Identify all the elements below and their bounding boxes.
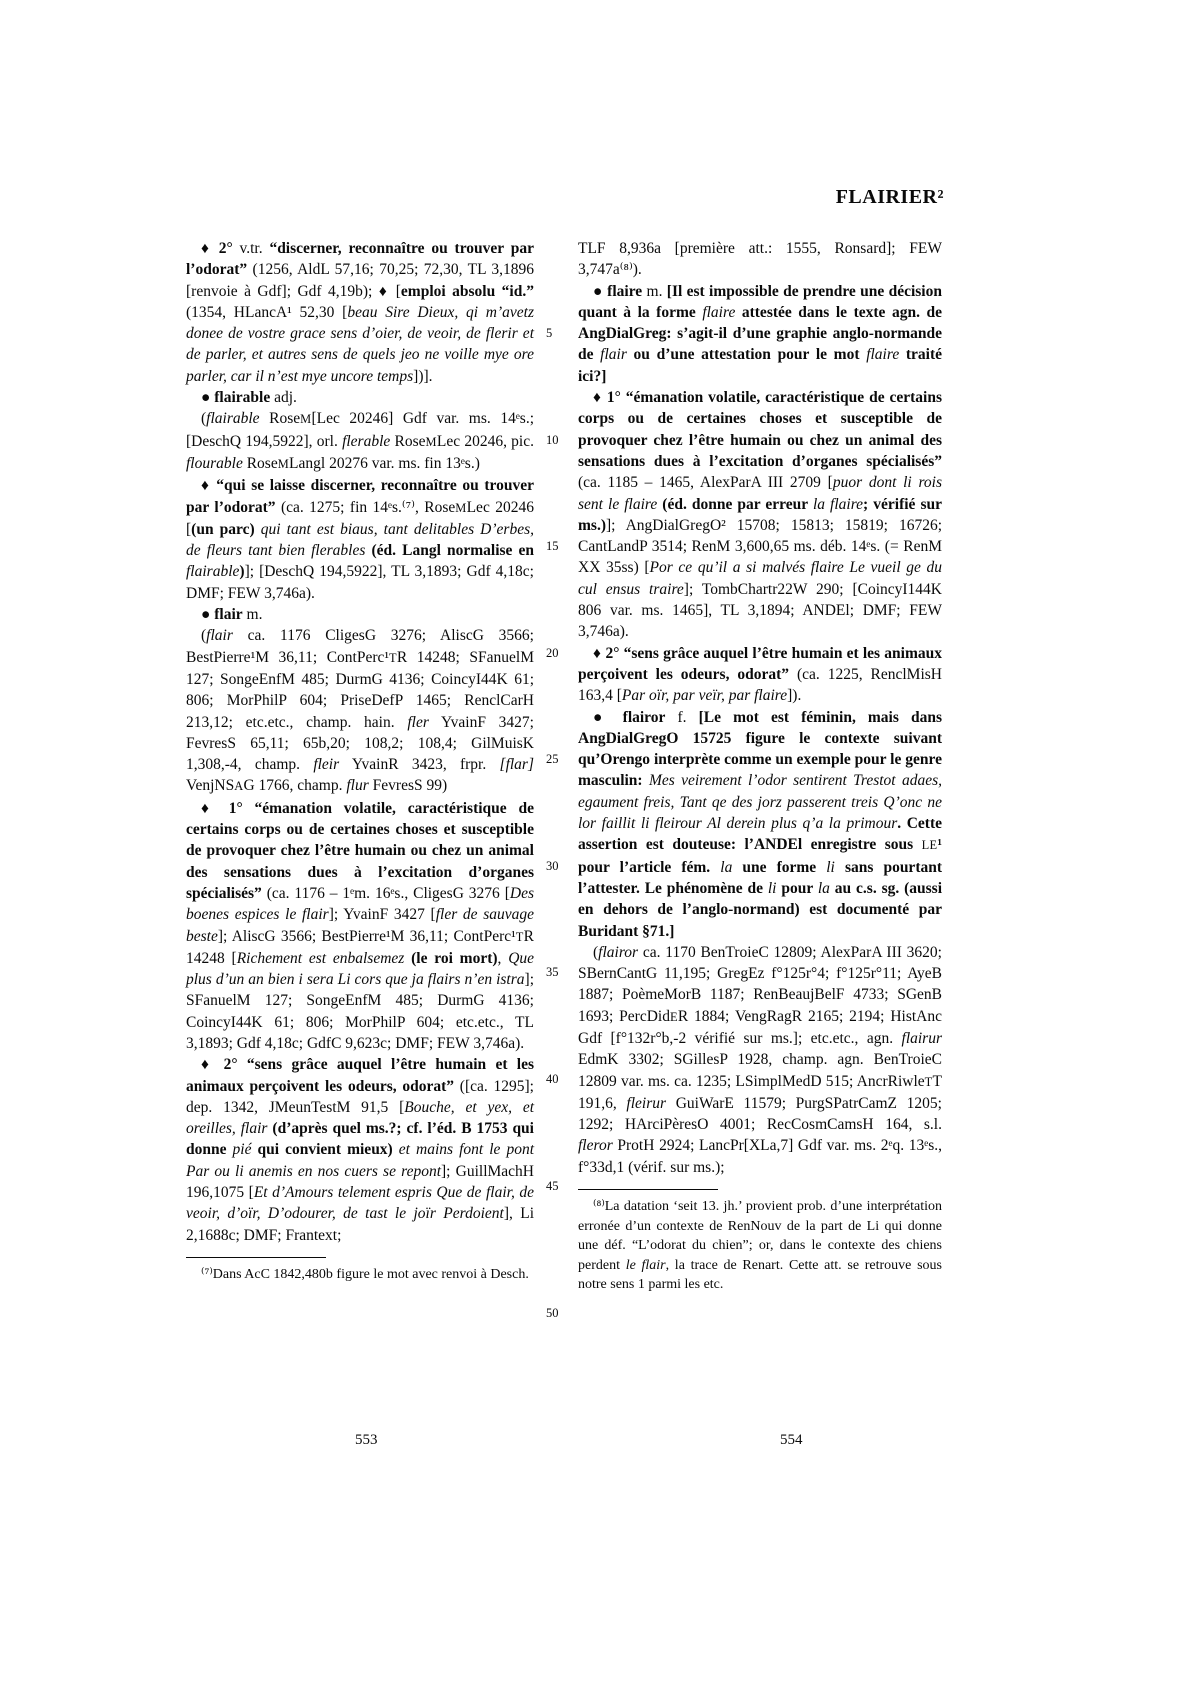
- text-run: ]; AngDialGregO² 15708; 15813; 15819; 16726; CantLandP 3514; RenM 3,600,65 ms. déb. 14ᵉs. (= RenM XX 35ss) [: [578, 516, 942, 577]
- text-run: qui tant est biaus, tant delitables D’erbes, de fleurs tant bien flerables: [186, 520, 534, 560]
- paragraph: [186, 238, 534, 387]
- text-run: ([ca. 1295]; dep. 1342, JMeunTestM 91,5 [: [186, 1077, 534, 1116]
- text-run: T: [515, 929, 524, 944]
- text-run: puor dont li rois sent le flaire: [578, 474, 942, 513]
- footnote-text: [186, 1265, 534, 1285]
- text-run: Langl 20276 var. ms. fin 13ᵉs.): [289, 454, 480, 472]
- text-run: beau Sire Dieux, qi m’avetz donee de vostre grace sens d’oier, de veoir, de flerir et de parler, et autres sens de quels jeo ne voille mye ore parler, car il n’est mye uncore temps: [186, 303, 534, 385]
- text-run: 2°: [218, 240, 233, 257]
- text-run: Rose: [259, 410, 301, 428]
- text-run: flairable: [214, 389, 271, 407]
- text-run: ; vérifié sur ms.): [578, 495, 942, 534]
- text-run: [238, 1056, 247, 1073]
- text-run: ): [239, 563, 245, 581]
- text-run: FevresS 99): [368, 777, 448, 795]
- text-run: ¹ pour l’article fém.: [578, 836, 942, 876]
- text-run: ⁽⁸⁾La datation ‘seit 13. jh.’ provient prob. d’une interprétation erronée d’un contexte de RenNouv de la part de Li qui donne une déf. “L’odorat du chien”; or, dans le contexte des chiens perdent: [578, 1199, 942, 1273]
- text-run: ⁽⁷⁾Dans AcC 1842,480b figure le mot avec renvoi à Desch.: [201, 1266, 529, 1282]
- paragraph: [578, 942, 942, 1178]
- paragraph: [578, 281, 942, 387]
- text-run: f.: [665, 708, 699, 726]
- text-run: (un parc): [191, 520, 255, 538]
- line-number: 45: [546, 1179, 559, 1193]
- paragraph: [186, 408, 534, 475]
- text-run: ●: [201, 606, 215, 624]
- text-run: flourable: [186, 454, 243, 472]
- text-run: fleir: [313, 756, 340, 774]
- text-run: ca. 1170 BenTroieC 12809; AlexParA III 3620; SBernCantG 11,195; GregEz f°125r°4; f°125r°11; AyeB 1887; PoèmeMorB 1187; RenBeaujBelF 4733; SGenB 1693; PercDid: [578, 943, 942, 1025]
- text-run: ●: [593, 282, 608, 300]
- text-run: “sens grâce auquel l’être humain et les animaux perçoivent les odeurs, odorat”: [578, 644, 942, 683]
- text-run: (1256, AldL 57,16; 70,25; 72,30, TL 3,1896 [renvoie à Gdf]; Gdf 4,19b); ♦ [: [186, 261, 534, 300]
- text-run: (d’après quel ms.?; cf. l’éd. B 1753 qui donne: [186, 1120, 534, 1159]
- paragraph: [186, 625, 534, 797]
- text-run: Mes veirement l’odor sentirent Trestot adaes, egaument freis, Tant qe des jorz passerent treis Q’onc ne lor faillit li fleirour Al derein plus q’a la primour: [578, 772, 942, 833]
- paragraph: [578, 238, 942, 281]
- text-run: le flair: [625, 1257, 666, 1273]
- text-run: ]).: [787, 687, 802, 705]
- text-run: la: [817, 879, 830, 897]
- paragraph: [186, 475, 534, 604]
- text-run: (le roi mort): [411, 949, 498, 967]
- text-run: ]; YvainF 3427 [: [328, 906, 436, 924]
- text-run: [flar]: [499, 756, 534, 774]
- text-run: qui convient mieux): [251, 1141, 393, 1159]
- text-run: ♦: [201, 240, 219, 257]
- paragraph: [186, 604, 534, 625]
- text-run: sans pourtant l’attester. Le phénomène de: [578, 858, 943, 897]
- text-run: ♦: [201, 477, 217, 495]
- paragraph: [186, 1054, 534, 1246]
- text-run: Que plus d’un an bien i sera Li cors que ja flairs n’en istra: [186, 949, 535, 989]
- text-run: ]; [DeschQ 194,5922], TL 3,1893; Gdf 4,18c; DMF; FEW 3,746a).: [186, 563, 534, 602]
- text-run: v.tr.: [232, 240, 270, 257]
- text-run: M: [425, 434, 437, 449]
- text-run: fler de sauvage beste: [186, 906, 534, 945]
- text-run: ]; TombChartr22W 290; [CoincyI144K 806 var. ms. 1465], TL 3,1894; ANDEl; DMF; FEW 3,746a).: [578, 580, 942, 641]
- text-run: flur: [346, 777, 369, 795]
- text-run: M: [277, 456, 290, 471]
- paragraph: [186, 387, 534, 408]
- line-number: 40: [546, 1072, 559, 1086]
- text-run: M: [300, 412, 312, 427]
- text-run: pié: [232, 1141, 252, 1159]
- text-run: Rose: [390, 432, 426, 450]
- text-run: m.: [642, 282, 667, 300]
- text-run: (ca. 1225, RenclMisH 163,4 [: [578, 665, 942, 705]
- text-run: Par oïr, par veïr, par flaire: [621, 687, 788, 705]
- text-run: flerable: [342, 432, 391, 450]
- page-number-left: 553: [355, 1432, 378, 1448]
- text-run: “émanation volatile, caractéristique de certains corps ou de certaines choses et susceptible de provoquer chez l’être humain ou chez un animal des sensations dues à l’excitation d’organes spécialisés”: [186, 799, 535, 902]
- text-run: 2°: [605, 644, 620, 662]
- text-run: au c.s. sg. (aussi en dehors de l’anglo-normand) est documenté par Buridant §71.]: [578, 879, 943, 940]
- text-run: flairur: [901, 1029, 942, 1047]
- paragraph: [578, 387, 942, 643]
- text-run: flair: [600, 346, 627, 364]
- text-run: fler: [407, 713, 429, 731]
- text-run: M: [455, 500, 467, 515]
- text-run: ProtH 2924; LancPr[XLa,7] Gdf var. ms. 2ᵉq. 13ᵉs., f°33d,1 (vérif. sur ms.);: [578, 1137, 942, 1176]
- text-run: (: [201, 627, 207, 645]
- text-run: T 191,6,: [578, 1072, 942, 1112]
- text-run: attestée dans le texte agn. de AngDialGreg: s’agit-il d’une graphie anglo-normande de: [578, 303, 942, 364]
- text-run: “discerner, reconnaître ou trouver par l’odorat”: [186, 240, 534, 279]
- text-run: 1°: [606, 389, 621, 407]
- paragraph: [186, 798, 534, 1055]
- text-run: emploi absolu “id.”: [400, 282, 534, 300]
- text-run: ♦: [593, 389, 607, 407]
- text-run: (: [201, 410, 207, 428]
- text-run: A: [234, 779, 244, 794]
- text-run: ♦: [201, 799, 229, 817]
- text-run: la flaire: [812, 495, 864, 513]
- paragraph: [578, 643, 942, 707]
- text-run: m.: [242, 606, 263, 624]
- text-run: LE: [921, 838, 938, 853]
- line-number: 10: [546, 433, 559, 447]
- text-run: la: [720, 858, 733, 876]
- text-run: ]; GuillMachH 196,1075 [: [186, 1162, 534, 1202]
- text-run: li: [767, 879, 777, 897]
- text-run: li: [826, 858, 835, 876]
- text-run: flairor: [598, 943, 639, 961]
- text-run: TLF 8,936a [première att.: 1555, Ronsard]; FEW 3,747a⁽⁸⁾).: [578, 240, 942, 279]
- line-number: 35: [546, 965, 559, 979]
- text-run: flairor: [622, 708, 666, 726]
- text-run: 2°: [223, 1056, 238, 1074]
- left-column-text: [186, 238, 534, 1246]
- text-run: Des boenes espices le flair: [186, 884, 534, 924]
- text-run: Et d’Amours telement espris Que de flair, de veoir, d’oïr, D’odourer, de tast le joïr Perdoient: [186, 1184, 534, 1223]
- text-run: (ca. 1176 – 1ᵉm. 16ᵉs., CligesG 3276 [: [261, 884, 510, 902]
- text-run: (éd. donne par erreur: [662, 495, 813, 513]
- text-run: YvainR 3423, frpr.: [339, 756, 500, 774]
- text-run: R 14248 [: [186, 927, 534, 967]
- text-run: ]; AliscG 3566; BestPierre¹M 36,11; ContPerc¹: [217, 927, 516, 945]
- right-column-text: [578, 238, 942, 1178]
- text-run: “émanation volatile, caractéristique de certains corps ou de certaines choses et susceptible de provoquer chez l’être humain ou chez un animal des sensations dues à l’excitation d’organes spécialisés”: [578, 389, 942, 470]
- text-run: traité ici?]: [578, 346, 943, 385]
- text-run: E: [669, 1009, 678, 1024]
- text-run: [Lec 20246] Gdf var. ms. 14ᵉs.; [DeschQ 194,5922], orl.: [186, 410, 534, 450]
- text-run: flairable: [186, 563, 240, 581]
- text-run: adj.: [270, 389, 297, 407]
- footnote-rule: [186, 1257, 326, 1258]
- text-run: flairable: [206, 410, 260, 428]
- text-run: flaire: [607, 282, 643, 300]
- text-run: T: [924, 1074, 933, 1089]
- text-run: flair: [206, 627, 233, 645]
- text-run: , la trace de Renart. Cette att. se retrouve sous notre sens 1 parmi les etc.: [578, 1257, 942, 1293]
- text-run: et mains font le pont Par ou li anemis en nos cuers se repont: [186, 1141, 535, 1180]
- text-run: G 1766, champ.: [243, 777, 347, 795]
- text-run: GuiWarE 11579; PurgSPatrCamZ 1205; 1292; HArciPèresO 4001; RecCosmCamsH 164, s.l.: [578, 1094, 942, 1134]
- text-run: Richement est enbalsemez: [236, 949, 405, 967]
- text-run: fleror: [578, 1137, 613, 1155]
- right-column: [578, 238, 942, 1295]
- text-run: flaire: [702, 303, 736, 321]
- text-run: Rose: [242, 454, 278, 472]
- text-run: (éd. Langl normalise en: [371, 542, 535, 560]
- text-run: fleirur: [626, 1094, 667, 1112]
- text-run: (ca. 1185 – 1465, AlexParA III 2709 [: [578, 474, 833, 492]
- right-footnote: [578, 1189, 942, 1295]
- text-run: ])].: [413, 367, 433, 385]
- line-number: 15: [546, 539, 559, 553]
- footnote-text: [578, 1197, 942, 1295]
- text-run: 1°: [228, 799, 243, 817]
- entry-headword: FLAIRIER²: [835, 186, 944, 208]
- line-number: 5: [546, 326, 553, 340]
- text-run: EdmK 3302; SGillesP 1928, champ. agn. BenTroieC 12809 var. ms. ca. 1235; LSimplMedD 515; AncrRiwle: [578, 1051, 942, 1090]
- left-footnote: [186, 1257, 534, 1285]
- text-run: ●: [201, 389, 215, 407]
- text-run: T: [389, 650, 397, 665]
- text-run: (ca. 1275; fin 14ᵉs.⁽⁷⁾, Rose: [275, 498, 456, 516]
- text-run: ♦: [593, 644, 606, 662]
- text-run: “qui se laisse discerner, reconnaître ou trouver par l’odorat”: [186, 477, 534, 516]
- text-run: (1354, HLancA¹ 52,30 [: [186, 303, 348, 321]
- text-run: ou d’une attestation pour le mot: [626, 346, 867, 364]
- text-run: Por ce qu’il a si malvés flaire Le vueil ge du cul ensus traire: [578, 559, 943, 598]
- left-column: [186, 238, 534, 1285]
- text-run: Bouche, et yex, et oreilles, flair: [186, 1098, 534, 1138]
- paragraph: [578, 707, 942, 942]
- text-run: ,: [497, 949, 509, 967]
- text-run: R 1884; VengRagR 2165; 2194; HistAnc Gdf [f°132r°b,-2 vérifié sur ms.]; etc.etc., agn.: [578, 1007, 942, 1047]
- text-run: “sens grâce auquel l’être humain et les animaux perçoivent les odeurs, odorat”: [186, 1056, 534, 1095]
- line-number: 20: [546, 646, 559, 660]
- text-run: flair: [214, 606, 243, 624]
- text-run: ]; SFanuelM 127; SongeEnfM 485; DurmG 4136; CoincyI44K 61; 806; MorPhilP 604; etc.etc., TL 3,1893; Gdf 4,18c; GdfC 9,623c; DMF; FEW 3,746a).: [186, 971, 534, 1052]
- text-run: ], Li 2,1688c; DMF; Frantext;: [186, 1205, 534, 1244]
- text-run: [243, 800, 255, 817]
- text-run: [Il est impossible de prendre une décision quant à la forme: [578, 282, 942, 321]
- footnote-rule: [578, 1189, 718, 1190]
- text-run: YvainF 3427; FevresS 65,11; 65b,20; 108,2; 108,4; GilMuisK 1,308,-4, champ.: [186, 713, 534, 774]
- line-number: 30: [546, 859, 559, 873]
- text-run: Lec 20246 [: [186, 498, 534, 538]
- text-run: ♦: [201, 1056, 224, 1074]
- text-run: R 14248; SFanuelM 127; SongeEnfM 485; DurmG 4136; CoincyI44K 61; 806; MorPhilP 604; PriseDefP 1465; RenclCarH 213,12; etc.etc., champ. hain.: [186, 648, 535, 731]
- text-run: ●: [593, 708, 623, 726]
- text-run: . Cette assertion est douteuse: l’ANDEl enregistre sous: [578, 815, 943, 854]
- page-number-right: 554: [780, 1432, 803, 1448]
- text-run: une forme: [732, 858, 827, 876]
- text-run: (: [593, 943, 599, 961]
- text-run: Lec 20246, pic.: [436, 432, 534, 450]
- text-run: pour: [776, 879, 818, 897]
- text-run: ca. 1176 CligesG 3276; AliscG 3566; BestPierre¹M 36,11; ContPerc¹: [186, 627, 534, 666]
- text-run: [Le mot est féminin, mais dans AngDialGregO 15725 figure le contexte suivant qu’Orengo interprète comme un exemple pour le genre masculin:: [578, 708, 942, 790]
- text-run: VenjNS: [186, 777, 235, 795]
- text-run: flaire: [866, 346, 900, 364]
- line-number: 50: [546, 1306, 559, 1320]
- line-number: 25: [546, 752, 559, 766]
